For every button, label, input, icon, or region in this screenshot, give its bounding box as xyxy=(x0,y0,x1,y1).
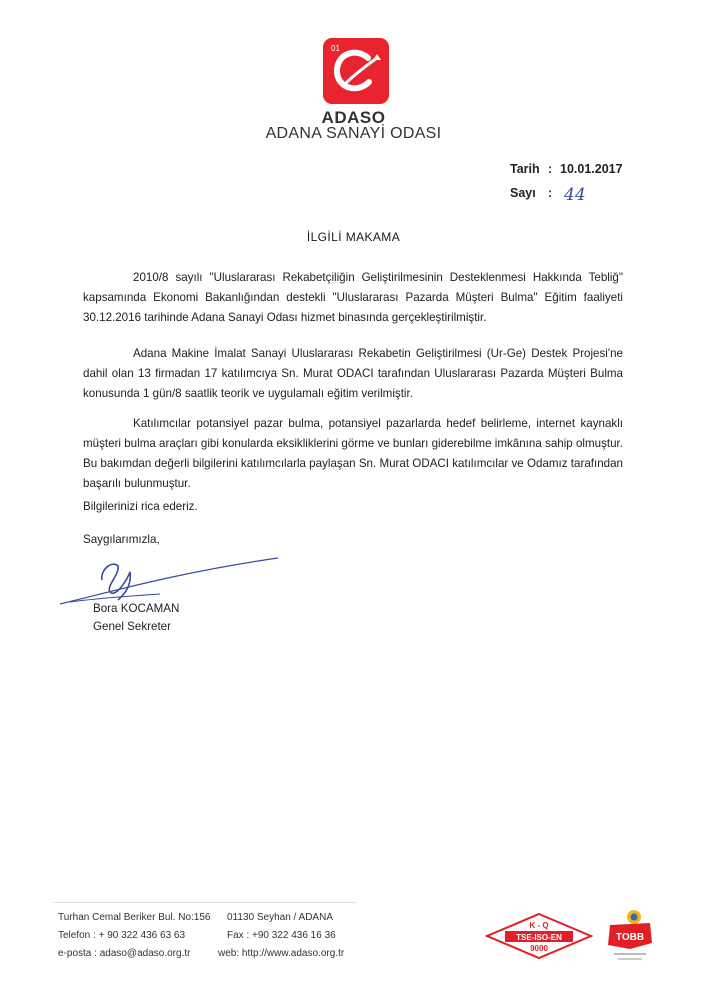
closing-regards: Saygılarımızla, xyxy=(83,533,160,546)
brand-name: ADASO xyxy=(321,108,386,127)
kq-line-3: 9000 xyxy=(530,944,548,953)
kq-line-2: TSE-ISO-EN xyxy=(516,933,562,942)
closing-request: Bilgilerinizi rica ederiz. xyxy=(83,500,198,513)
footer-web: web: http://www.adaso.org.tr xyxy=(218,948,345,959)
number-separator: : xyxy=(548,186,553,200)
date-label: Tarih xyxy=(510,162,540,176)
signer-title: Genel Sekreter xyxy=(93,620,171,633)
number-label: Sayı xyxy=(510,186,536,200)
kq-certification-badge xyxy=(485,912,593,960)
kq-line-1: K - Q xyxy=(529,921,549,930)
number-line xyxy=(510,182,586,205)
footer-fax: Fax : +90 322 436 16 36 xyxy=(227,930,336,941)
paragraph-1: 2010/8 sayılı "Uluslararası Rekabetçiliğin Geliştirilmesinin Desteklenmesi Hakkında Tebliğ" kapsamında Ekonomi Bakanlığından destekli "Uluslararası Pazarda Müşteri Bulma" Eğitim faaliyeti 30.12.2016 tarihinde Adana Sanayi Odası hizmet binasında gerçekleştirilmiştir. xyxy=(83,271,623,324)
adaso-logo xyxy=(323,38,389,104)
date-separator: : xyxy=(548,162,553,176)
paragraph-2: Adana Makine İmalat Sanayi Uluslararası Rekabetin Geliştirilmesi (Ur-Ge) Destek Projesi'ne dahil olan 13 firmadan 17 katılımcıya Sn. Murat ODACI tarafından Uluslararası Pazarda Müşteri Bulma konusunda 1 gün/8 saatlik teorik ve uygulamalı eğitim verilmiştir. xyxy=(83,347,623,400)
recipient: İLGİLİ MAKAMA xyxy=(306,230,401,244)
footer-phone: Telefon : + 90 322 436 63 63 xyxy=(58,930,186,941)
number-value: 44 xyxy=(564,185,586,205)
tobb-logo xyxy=(600,905,660,965)
date-line xyxy=(510,162,623,176)
signer-name: Bora KOCAMAN xyxy=(93,602,180,615)
footer-divider xyxy=(53,902,357,903)
logo-badge: 01 xyxy=(331,44,340,53)
footer-email: e-posta : adaso@adaso.org.tr xyxy=(58,948,191,959)
paragraph-3: Katılımcılar potansiyel pazar bulma, potansiyel pazarlarda hedef belirleme, internet kaynaklı müşteri bulma araçları gibi konularda eksikliklerini görme ve bunları giderebilme imkânına sahip olmuştur. Bu bakımdan değerli bilgilerini katılımcılarla paylaşan Sn. Murat ODACI katılımcılar ve Odamız tarafından başarılı bulunmuştur. xyxy=(83,417,623,490)
footer-city: 01130 Seyhan / ADANA xyxy=(227,912,333,923)
footer-address: Turhan Cemal Beriker Bul. No:156 xyxy=(58,912,211,923)
organization-name: ADANA SANAYİ ODASI xyxy=(265,125,442,142)
date-value: 10.01.2017 xyxy=(560,162,623,176)
tobb-label: TOBB xyxy=(615,932,645,943)
